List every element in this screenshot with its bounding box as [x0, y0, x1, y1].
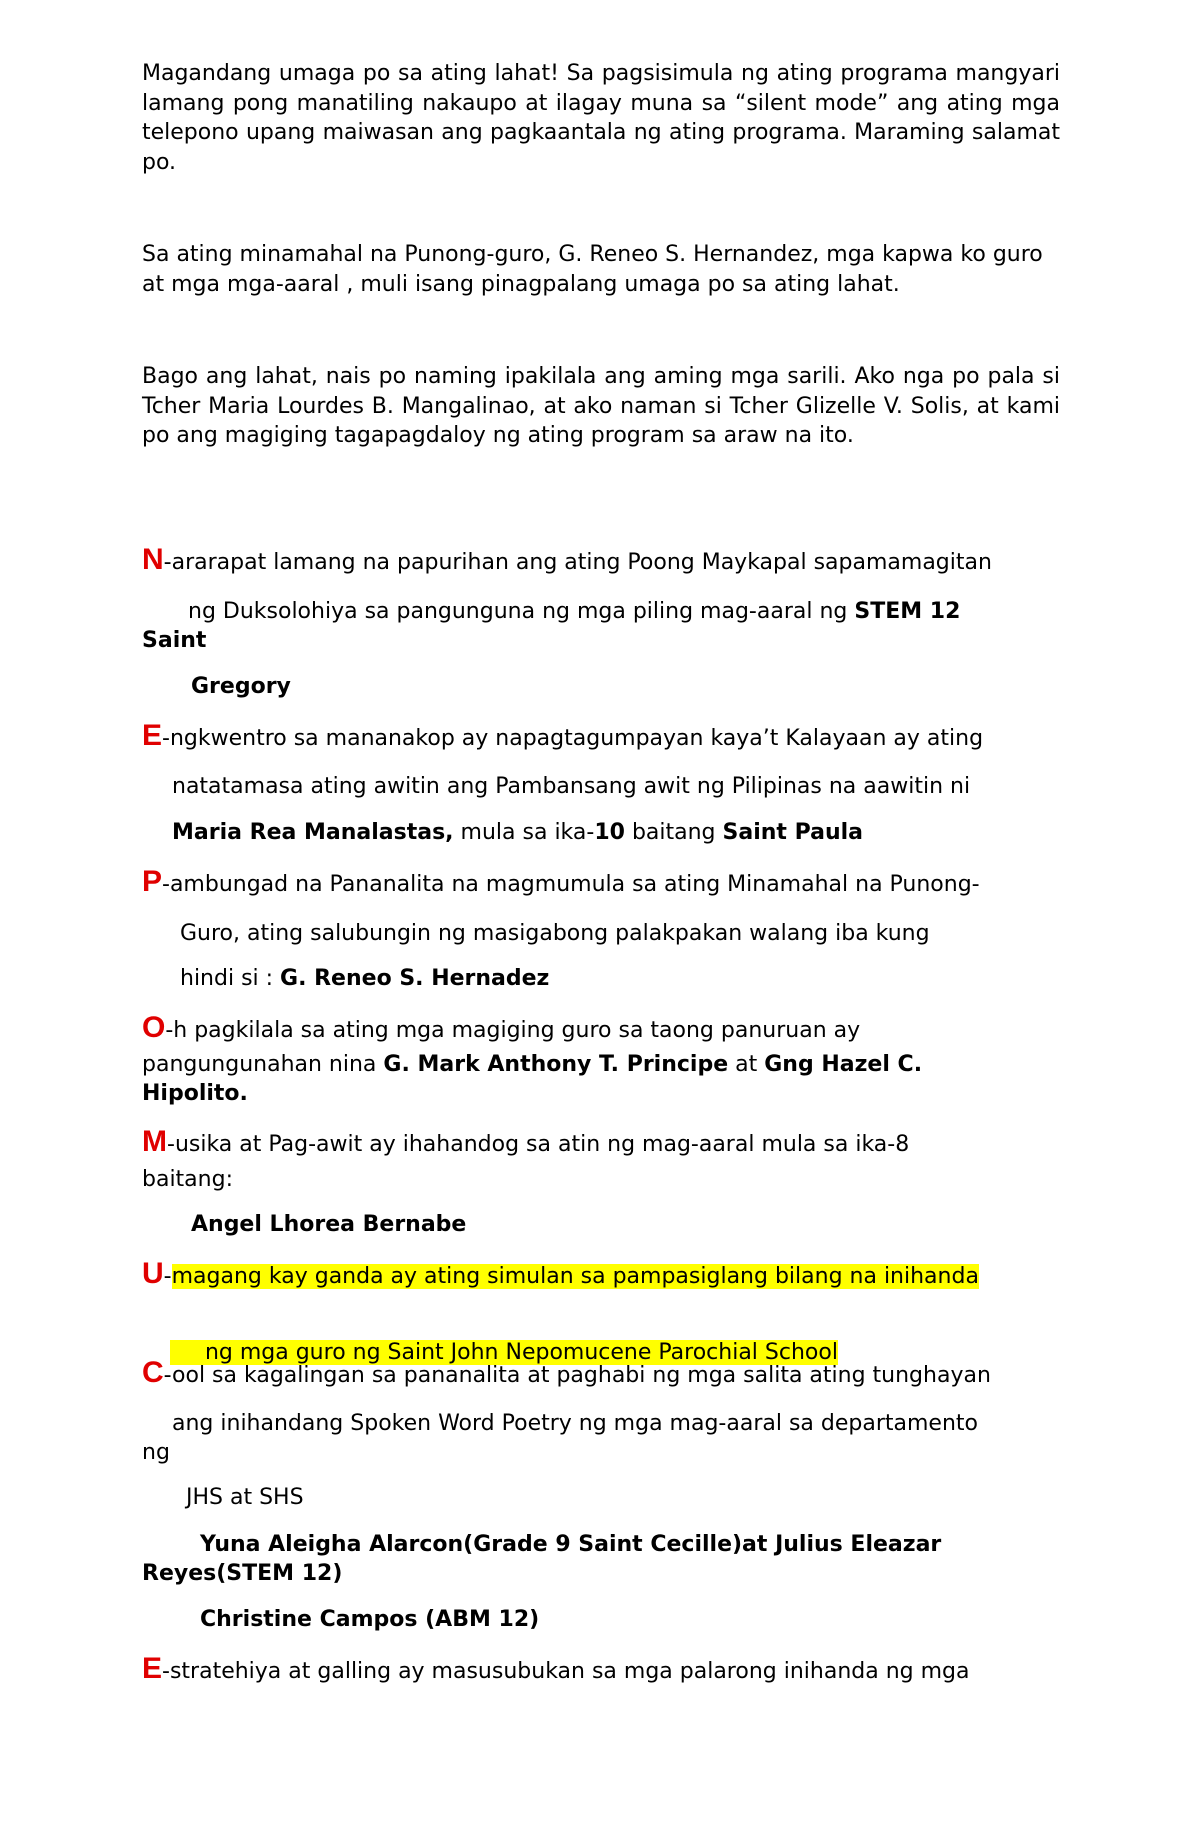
acrostic-n-line-4: Gregory — [191, 674, 291, 699]
acrostic-e1-line-3: Maria Rea Manalastas, mula sa ika-10 baitang Saint Paula — [172, 820, 864, 845]
acrostic-e1-line-2: natatamasa ating awitin ang Pambansang awit ng Pilipinas na aawitin ni — [172, 774, 971, 799]
acrostic-p-line-2: Guro, ating salubungin ng masigabong palakpakan walang iba kung — [180, 921, 930, 946]
acrostic-c-line-5: Yuna Aleigha Alarcon(Grade 9 Saint Cecille)at Julius Eleazar — [200, 1532, 942, 1557]
acrostic-letter-n: N — [142, 543, 164, 576]
acrostic-m-line-1: M-usika at Pag-awit ay ihahandog sa atin ng mag-aaral mula sa ika-8 — [142, 1125, 910, 1158]
highlighted-text: magang kay ganda ay ating simulan sa pampasiglang bilang na inihanda — [171, 1264, 979, 1289]
acrostic-c-line-2: ang inihandang Spoken Word Poetry ng mga mag-aaral sa departamento — [172, 1411, 978, 1436]
acrostic-letter-e: E — [142, 1652, 163, 1685]
acrostic-c-line-3: ng — [142, 1440, 170, 1465]
acrostic-m-line-2: baitang: — [142, 1167, 233, 1192]
acrostic-p-line-1: P-ambungad na Pananalita na magmumula sa ating Minamahal na Punong- — [142, 865, 980, 898]
acrostic-c-line-6: Reyes(STEM 12) — [142, 1561, 343, 1586]
highlighted-text: ng mga guro ng Saint John Nepomucene Parochial School — [169, 1340, 838, 1365]
acrostic-o-line-2: pangungunahan nina G. Mark Anthony T. Principe at Gng Hazel C. — [142, 1052, 923, 1077]
acrostic-c-line-4: JHS at SHS — [186, 1485, 304, 1510]
acrostic-letter-p: P — [142, 865, 163, 898]
acrostic-n-line-1: N-ararapat lamang na papurihan ang ating Poong Maykapal sapamamagitan — [142, 543, 992, 576]
acrostic-n-line-2: ng Duksolohiya sa pangunguna ng mga piling mag-aaral ng STEM 12 — [188, 599, 961, 624]
acrostic-m-line-3: Angel Lhorea Bernabe — [191, 1212, 467, 1237]
intro-paragraph-1: Magandang umaga po sa ating lahat! Sa pagsisimula ng ating programa mangyari lamang pong manatiling nakaupo at ilagay muna sa “silent mode” ang ating mga telepono upang maiwasan ang pagkaantala ng ating programa. Maraming salamat po. — [142, 61, 1060, 175]
acrostic-o-line-3: Hipolito. — [142, 1081, 248, 1106]
acrostic-o-line-1: O-h pagkilala sa ating mga magiging guro sa taong panuruan ay — [142, 1011, 861, 1044]
acrostic-p-line-3: hindi si : G. Reneo S. Hernadez — [180, 966, 550, 991]
intro-paragraph-3: Bago ang lahat, nais po naming ipakilala ang aming mga sarili. Ako nga po pala si Tcher Maria Lourdes B. Mangalinao, at ako naman si Tcher Glizelle V. Solis, at kami po ang magiging tagapagdaloy ng ating program sa araw na ito. — [142, 364, 1060, 448]
intro-paragraph-2: Sa ating minamahal na Punong-guro, G. Reneo S. Hernandez, mga kapwa ko guro at mga mga-aaral , muli isang pinagpalang umaga po sa ating lahat. — [142, 242, 1043, 297]
acrostic-c-line-7: Christine Campos (ABM 12) — [200, 1607, 540, 1632]
acrostic-c-line-1: C-ool sa kagalingan sa pananalita at paghabi ng mga salita ating tunghayan — [142, 1356, 991, 1389]
strand-name: STEM 12 — [854, 599, 961, 624]
acrostic-letter-e: E — [142, 719, 163, 752]
acrostic-e1-line-1: E-ngkwentro sa mananakop ay napagtagumpayan kaya’t Kalayaan ay ating — [142, 719, 984, 752]
acrostic-n-line-3: Saint — [142, 628, 207, 653]
acrostic-letter-m: M — [142, 1125, 167, 1158]
acrostic-u-line-1: U-magang kay ganda ay ating simulan sa pampasiglang bilang na inihanda — [142, 1257, 979, 1290]
acrostic-e2-line-1: E-stratehiya at galling ay masusubukan sa mga palarong inihanda ng mga — [142, 1652, 970, 1685]
acrostic-letter-o: O — [142, 1011, 166, 1044]
acrostic-letter-c: C — [142, 1356, 164, 1389]
acrostic-letter-u: U — [142, 1257, 164, 1290]
